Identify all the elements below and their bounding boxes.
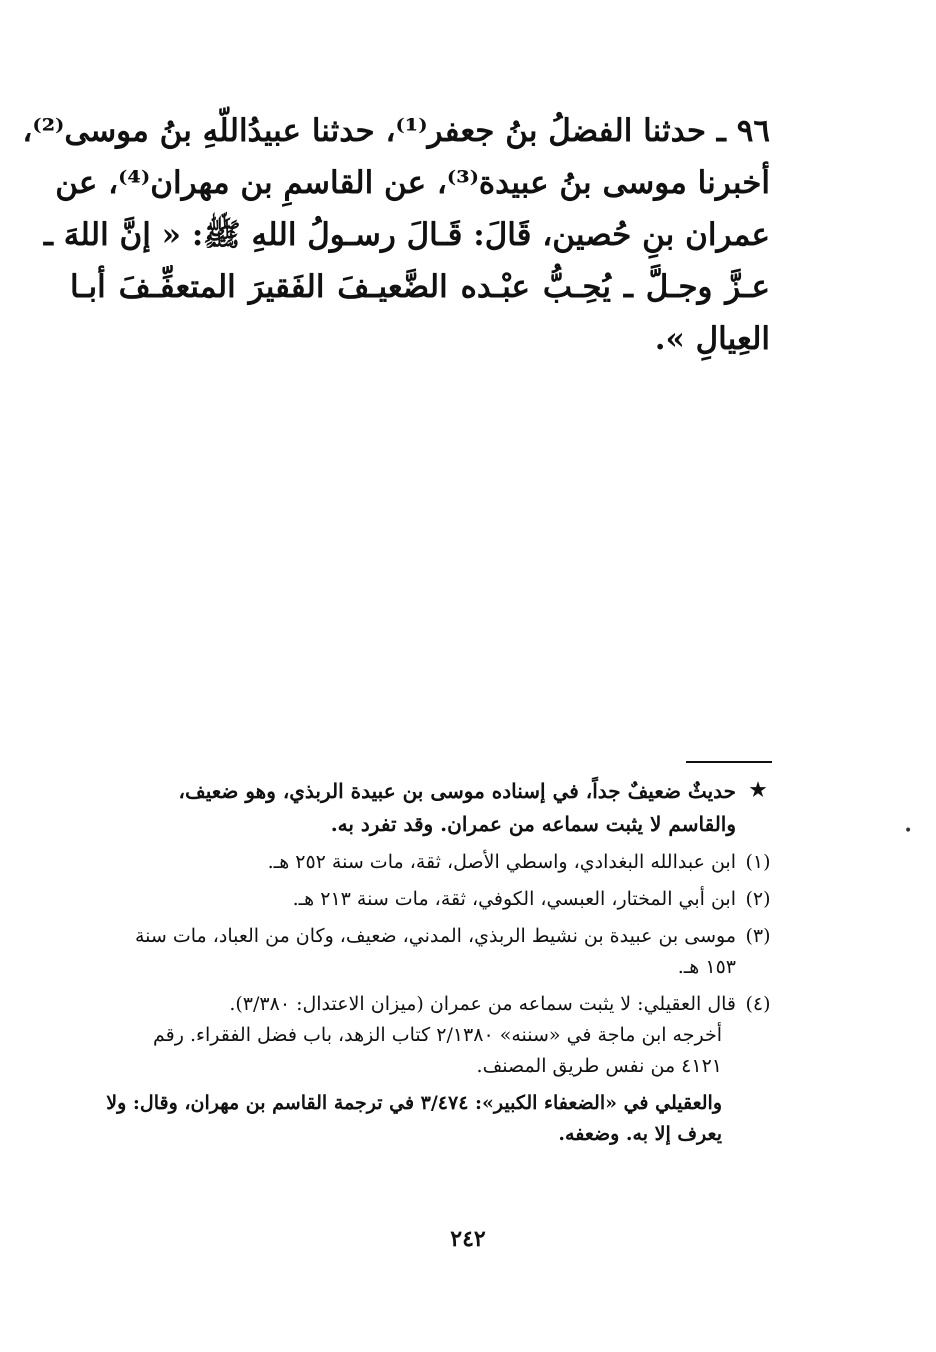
footnote-line: موسى بن عبيدة بن نشيط الربذي، المدني، ضعيف، وكان من العباد، مات سنة (134, 925, 736, 947)
footnote-1 (78, 847, 780, 878)
takhrij-line: والعقيلي في «الضعفاء الكبير»: ٣/٤٧٤ في ترجمة القاسم بن مهران، وقال: ولا (106, 1092, 722, 1114)
hadith-line: ٩٦ ـ حدثنا الفضلُ بنُ جعفر⁽¹⁾، حدثنا عبيدُاللّهِ بنُ موسى⁽²⁾، (22, 113, 770, 149)
grading-note (78, 775, 780, 841)
takhrij-uqayli (78, 1088, 722, 1150)
footnote-2 (78, 884, 780, 915)
grading-line: والقاسم لا يثبت سماعه من عمران. وقد تفرد به. (330, 812, 736, 836)
footnote-marker: (٢) (745, 888, 771, 910)
hadith-line: العِيالِ ». (654, 321, 770, 357)
hadith-line: أخبرنا موسى بنُ عبيدة⁽³⁾، عن القاسمِ بن مهران⁽⁴⁾، عن (55, 165, 770, 201)
hadith-line: عمران بنِ حُصين، قَالَ: قَـالَ رسـولُ اللهِ ﷺ: « إنَّ اللهَ ـ (43, 217, 770, 253)
page-number: ٢٤٢ (450, 1226, 486, 1252)
footnote-divider (686, 761, 772, 763)
footnote-4 (78, 989, 780, 1020)
grading-line: حديثٌ ضعيفٌ جداً، في إسناده موسى بن عبيدة الربذي، وهو ضعيف، (178, 779, 736, 803)
footnote-marker: (٤) (745, 993, 771, 1015)
footnotes (78, 775, 780, 1150)
hadith-line: عـزَّ وجـلَّ ـ يُحِـبُّ عبْـده الضَّعيـفَ الفَقيرَ المتعفِّـفَ أبـا (70, 269, 770, 305)
footnote-line: ١٥٣ هـ. (677, 956, 736, 978)
footnote-3 (78, 921, 780, 983)
takhrij-ibn-majah (78, 1020, 722, 1082)
margin-mark: • (904, 823, 913, 839)
footnote-line: قال العقيلي: لا يثبت سماعه من عمران (ميزان الاعتدال: ٣/٣٨٠). (229, 993, 736, 1015)
footnote-line: ابن أبي المختار، العبسي، الكوفي، ثقة، مات سنة ٢١٣ هـ. (292, 888, 736, 910)
takhrij-line: أخرجه ابن ماجة في «سننه» ٢/١٣٨٠ كتاب الزهد، باب فضل الفقراء. رقم (153, 1024, 722, 1046)
hadith-text (22, 105, 770, 365)
star-marker: ★ (749, 779, 767, 801)
footnote-line: ابن عبدالله البغدادي، واسطي الأصل، ثقة، مات سنة ٢٥٢ هـ. (267, 851, 736, 873)
takhrij-line: يعرف إلا به. وضعفه. (558, 1123, 722, 1145)
footnote-marker: (٣) (745, 925, 771, 947)
takhrij-line: ٤١٢١ من نفس طريق المصنف. (476, 1055, 722, 1077)
footnote-marker: (١) (745, 851, 771, 873)
